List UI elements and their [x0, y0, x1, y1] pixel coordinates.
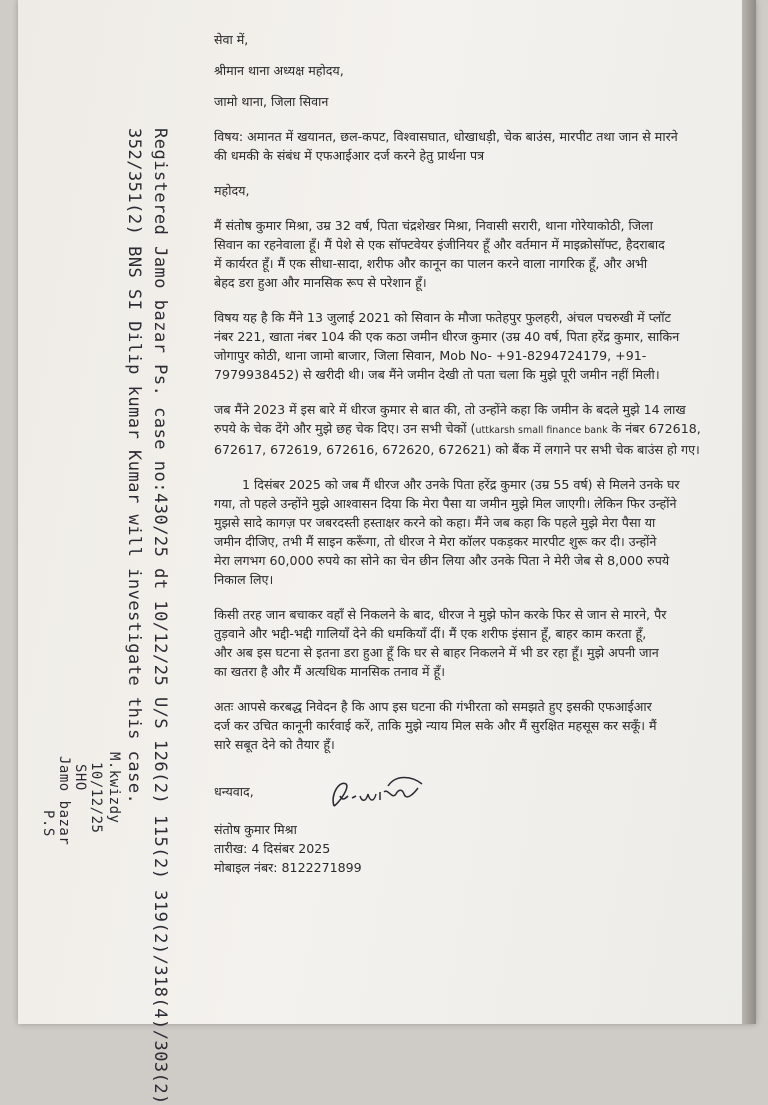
- closing-row: [214, 782, 746, 820]
- closing: धन्यवाद,: [214, 784, 254, 799]
- para3-line2-start: रुपये के चेक देंगे और मुझे छह चेक दिए। उन सभी चेकों (: [214, 421, 476, 436]
- paragraph-6: [214, 697, 746, 754]
- endorsement-line-7: P.S: [40, 810, 56, 837]
- endorsement-line-1: Registered Jamo bazar Ps. case no:430/25 dt 10/12/25 U/S 126(2) 115(2) 319(2)/318(4)/303(2): [150, 128, 170, 1105]
- para4-line: मेरा लगभग 60,000 रुपये का सोने का चेन छीन लिया और उनके पिता ने मेरी जेब से 8,000 रुपये: [214, 553, 670, 568]
- sender-name: संतोष कुमार मिश्रा: [214, 822, 297, 837]
- para4-line: निकाल लिए।: [214, 572, 274, 587]
- greeting: महोदय,: [214, 183, 250, 198]
- letter-body: [214, 30, 746, 877]
- endorsement-line-4: 10/12/25: [88, 762, 104, 834]
- subject-line-1: विषय: अमानत में खयानत, छल-कपट, विश्वासघात, धोखाधड़ी, चेक बाउंस, मारपीट तथा जान से मारने: [214, 129, 678, 144]
- bank-name: uttkarsh small finance bank: [475, 425, 608, 436]
- para4-line: 1 दिसंबर 2025 को जब मैं धीरज और उनके पिता हरेंद्र कुमार (उम्र 55 वर्ष) से मिलने उनके घर: [242, 477, 680, 492]
- para3-line: जब मैंने 2023 में इस बारे में धीरज कुमार से बात की, तो उन्होंने कहा कि जमीन के बदले मुझे 14 लाख: [214, 402, 686, 417]
- para5-line: तुड़वाने और भद्दी-भद्दी गालियाँ देने की धमकियाँ दीं। मैं एक शरीफ इंसान हूँ, बाहर काम करता हूँ,: [214, 626, 647, 641]
- salutation-to: सेवा में,: [214, 32, 249, 47]
- para1-line: बेहद डरा हुआ और मानसिक रूप से परेशान हूँ।: [214, 275, 427, 290]
- paragraph-1: [214, 216, 746, 292]
- para4-line: जमीन दीजिए, तभी मैं साइन करूँगा, तो धीरज ने मेरा कॉलर पकड़कर मारपीट शुरू कर दी। उन्होंने: [214, 534, 657, 549]
- letter-date: तारीख: 4 दिसंबर 2025: [214, 841, 331, 856]
- para3-line2-end: के नंबर 672618,: [607, 421, 701, 436]
- para3-line: 672617, 672619, 672616, 672620, 672621) को बैंक में लगाने पर सभी चेक बाउंस हो गए।: [214, 442, 700, 457]
- endorsement-line-2: 352/351(2) BNS SI Dilip kumar Kumar will investigate this case.: [124, 128, 144, 805]
- paragraph-4: [214, 475, 746, 589]
- paragraph-5: [214, 605, 746, 681]
- para5-line: किसी तरह जान बचाकर वहाँ से निकलने के बाद, धीरज ने मुझे फोन करके फिर से जान से मारने, पैर: [214, 607, 667, 622]
- para4-line: गया, तो पहले उन्होंने मुझे आश्वासन दिया कि मेरा पैसा या जमीन मुझे मिल जाएगी। लेकिन फिर उन्होंने: [214, 496, 677, 511]
- recipient-title: श्रीमान थाना अध्यक्ष महोदय,: [214, 63, 344, 78]
- endorsement-line-3: M.kwizdy: [106, 752, 122, 824]
- para2-line: जोगापुर कोठी, थाना जामो बाजार, जिला सिवान, Mob No- +91-8294724179, +91-: [214, 348, 647, 363]
- para2-line: विषय यह है कि मैंने 13 जुलाई 2021 को सिवान के मौजा फतेहपुर फुलहरी, अंचल पचरुखी में प्लॉट: [214, 310, 671, 325]
- endorsement-line-6: Jamo bazar: [56, 756, 72, 846]
- letter-page: [18, 0, 756, 1105]
- para6-line: दर्ज कर उचित कानूनी कार्रवाई करें, ताकि मुझे न्याय मिल सके और मैं सुरक्षित महसूस कर सकूँ। मैं: [214, 718, 657, 733]
- paragraph-3: [214, 400, 746, 459]
- para2-line: 7979938452) से खरीदी थी। जब मैंने जमीन देखी तो पता चला कि मुझे पूरी जमीन नहीं मिली।: [214, 367, 660, 382]
- para6-line: सारे सबूत देने को तैयार हूँ।: [214, 737, 335, 752]
- para2-line: नंबर 221, खाता नंबर 104 की एक कठा जमीन धीरज कुमार (उम्र 40 वर्ष, पिता हरेंद्र कुमार, साकिन: [214, 329, 680, 344]
- endorsement-line-5: SHO: [72, 764, 88, 791]
- para6-line: अतः आपसे करबद्ध निवेदन है कि आप इस घटना की गंभीरता को समझते हुए इसकी एफआईआर: [214, 699, 652, 714]
- paragraph-2: [214, 308, 746, 384]
- recipient-place: जामो थाना, जिला सिवान: [214, 94, 329, 109]
- signature-icon: [326, 766, 436, 816]
- para5-line: और अब इस घटना से इतना डरा हुआ हूँ कि घर से बाहर निकलने में भी डर रहा हूँ। मुझे अपनी जान: [214, 645, 659, 660]
- para3-line: [214, 419, 746, 440]
- mobile-number: मोबाइल नंबर: 8122271899: [214, 860, 362, 875]
- subject-line-2: की धमकी के संबंध में एफआईआर दर्ज करने हेतु प्रार्थना पत्र: [214, 148, 485, 163]
- para5-line: का खतरा है और मैं अत्यधिक मानसिक तनाव में हूँ।: [214, 664, 446, 679]
- para4-line: मुझसे सादे कागज़ पर जबरदस्ती हस्ताक्षर करने को कहा। मैंने जब कहा कि पहले मुझे मेरा पैसा या: [214, 515, 656, 530]
- para1-line: सिवान का रहनेवाला हूँ। मैं पेशे से एक सॉफ्टवेयर इंजीनियर हूँ और वर्तमान में माइक्रोसॉफ्ट, हैदराबाद: [214, 237, 665, 252]
- para1-line: में कार्यरत हूँ। मैं एक सीधा-सादा, शरीफ और कानून का पालन करने वाला नागरिक हूँ, और अभी: [214, 256, 648, 271]
- para1-line: मैं संतोष कुमार मिश्रा, उम्र 32 वर्ष, पिता चंद्रशेखर मिश्रा, निवासी सरारी, थाना गोरेयाकोठी, जिला: [214, 218, 653, 233]
